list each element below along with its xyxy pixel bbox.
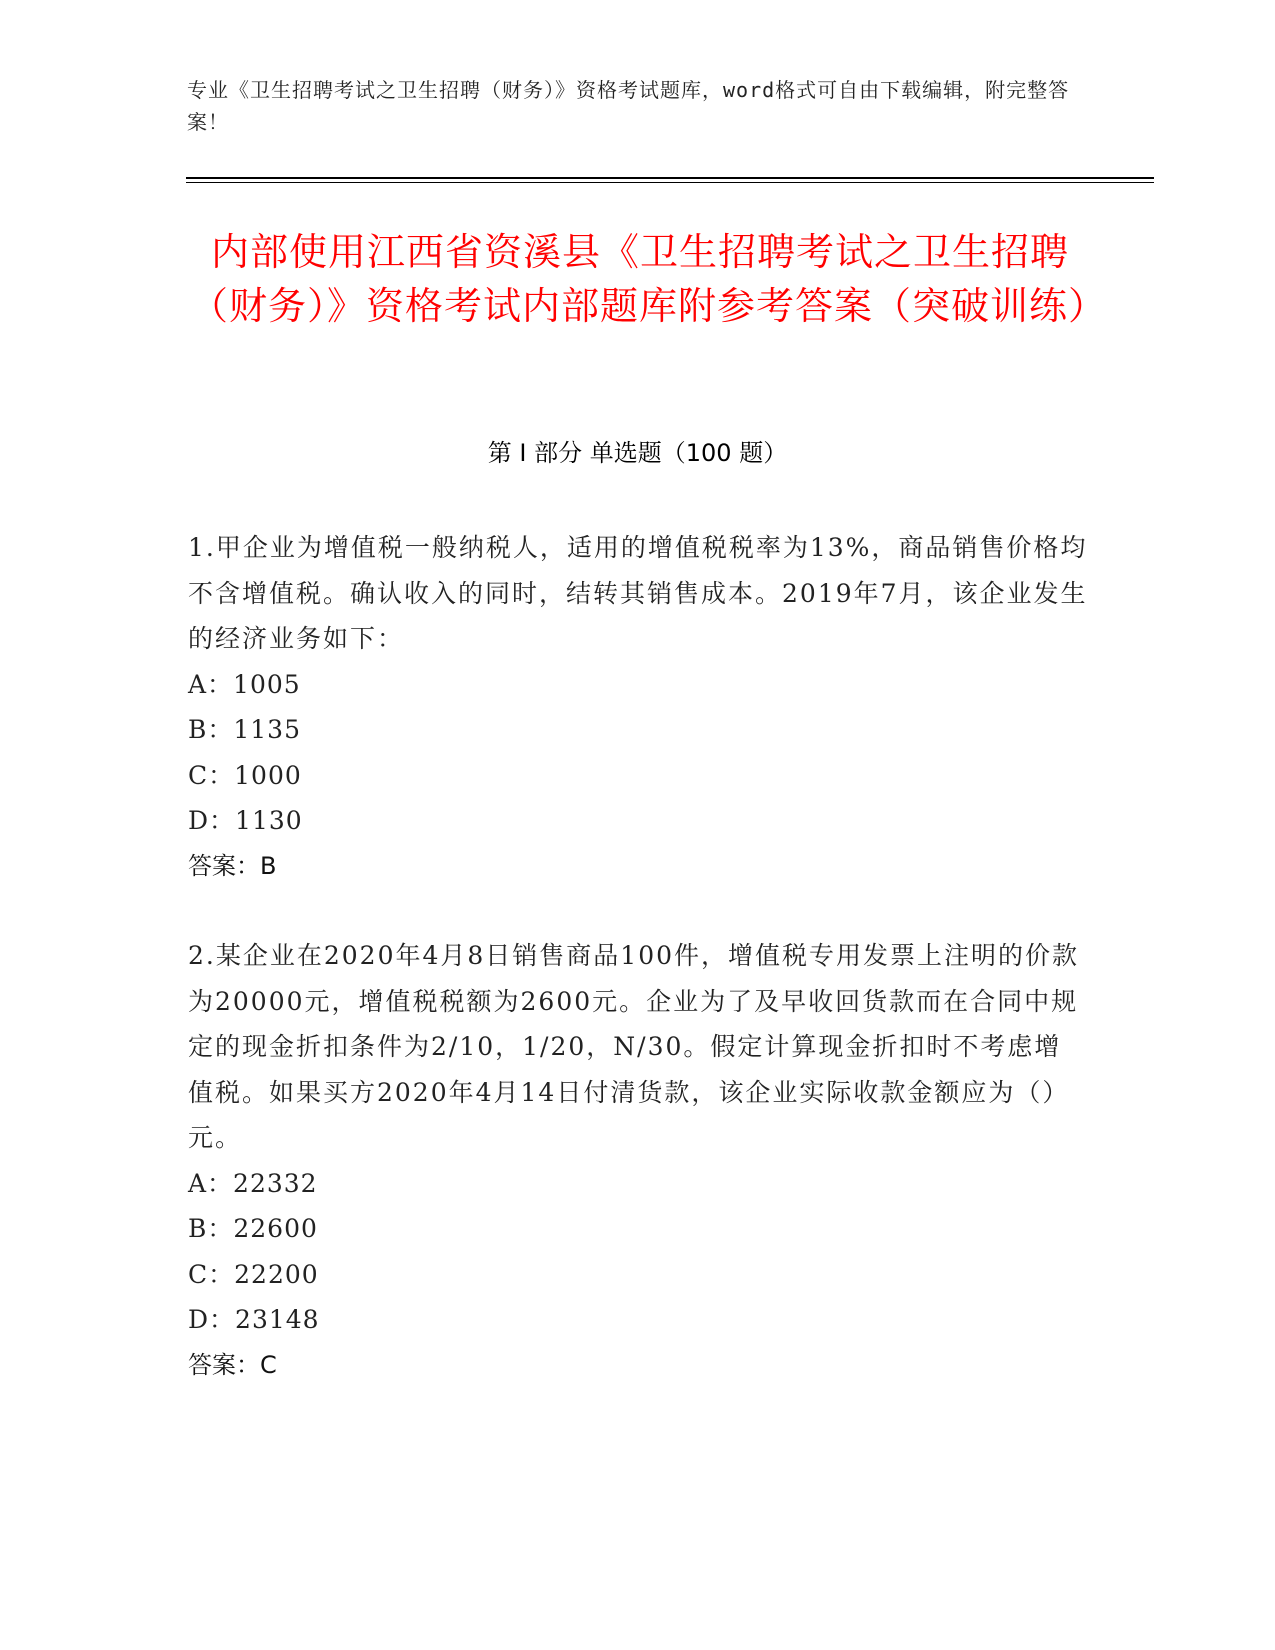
answer: 答案：C [188,1350,277,1379]
option-a: A：1005 [188,669,301,699]
header-note: 专业《卫生招聘考试之卫生招聘（财务）》资格考试题库，word格式可自由下载编辑，附完整答案！ [187,78,1070,134]
document-title: 内部使用江西省资溪县《卫生招聘考试之卫生招聘（财务）》资格考试内部题库附参考答案（突破训练） [190,230,1108,328]
option-a: A：22332 [188,1168,318,1198]
question-stem: 1.甲企业为增值税一般纳税人，适用的增值税税率为13%，商品销售价格均不含增值税。确认收入的同时，结转其销售成本。2019年7月，该企业发生的经济业务如下： [188,533,1088,653]
section-heading: 第 I 部分 单选题（100 题） [487,439,788,467]
option-c: C：1000 [188,760,302,790]
option-b: B：22600 [188,1214,318,1243]
answer: 答案：B [188,851,277,880]
header-rule-thin [186,182,1154,183]
question-1 [188,525,1088,889]
question-2 [188,933,1088,1388]
option-d: D：23148 [188,1305,320,1334]
question-stem: 2.某企业在2020年4月8日销售商品100件，增值税专用发票上注明的价款为20000元，增值税税额为2600元。企业为了及早收回货款而在合同中规定的现金折扣条件为2/10，1/20，N/30。假定计算现金折扣时不考虑增值税。如果买方2020年4月14日付清货款，该企业实际收款金额应为（）元。 [188,941,1080,1152]
option-c: C：22200 [188,1259,319,1289]
header-rule-thick [186,177,1154,179]
option-d: D：1130 [188,806,303,835]
option-b: B：1135 [188,715,301,744]
